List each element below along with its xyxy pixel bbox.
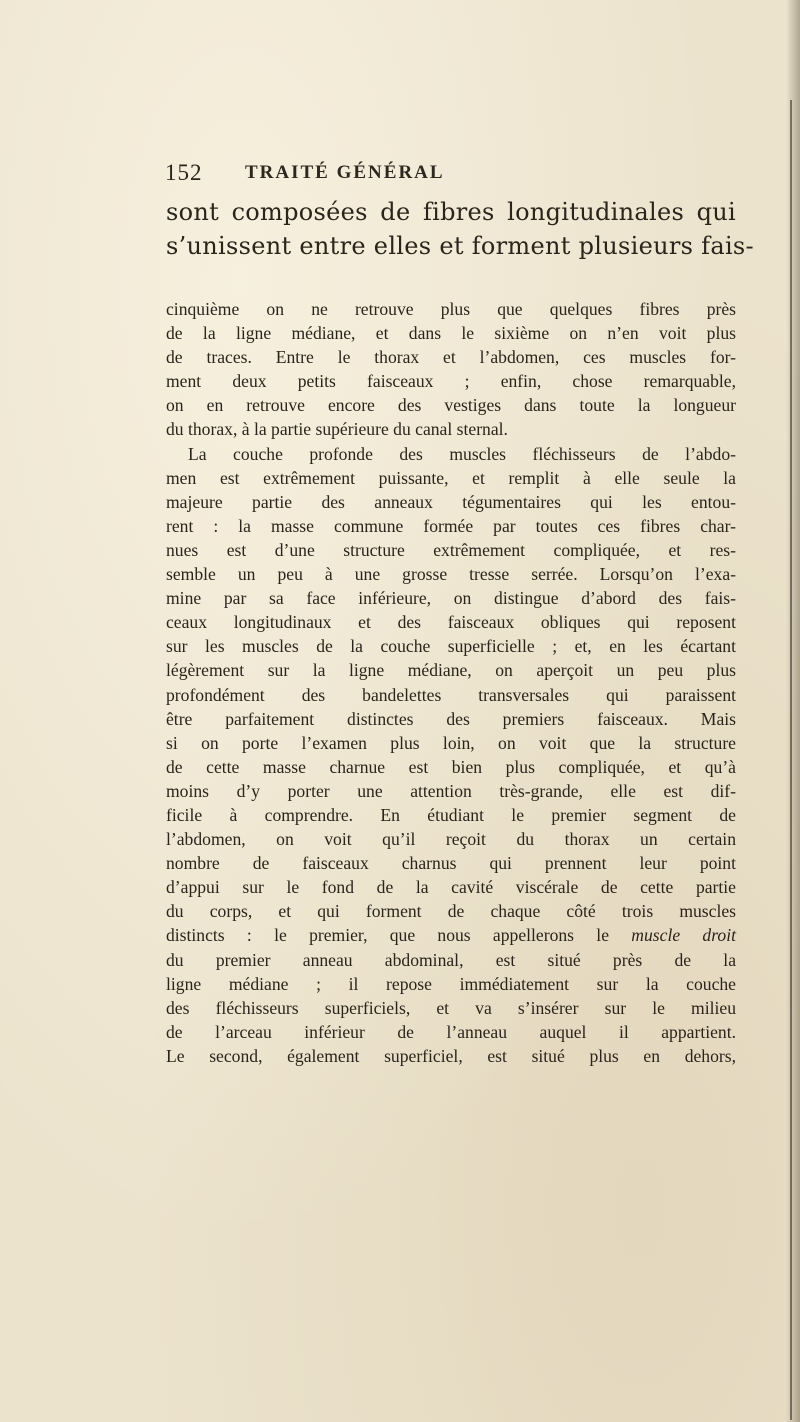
text-line: des fléchisseurs superficiels, et va s’insérer sur le milieu xyxy=(166,997,736,1018)
text-line: nombre de faisceaux charnus qui prennent leur point xyxy=(166,853,736,874)
text-line: s’unissent entre elles et forment plusieurs fais- xyxy=(166,232,754,260)
text-line: de cette masse charnue est bien plus compliquée, et qu’à xyxy=(166,756,736,777)
text-line: ligne médiane ; il repose immédiatement sur la couche xyxy=(166,973,736,994)
intro-paragraph-large xyxy=(166,195,754,263)
text-line: de l’arceau inférieur de l’anneau auquel il appartient. xyxy=(166,1021,736,1042)
text-line: Le second, également superficiel, est situé plus en dehors, xyxy=(166,1045,736,1066)
text-line: profondément des bandelettes transversales qui paraissent xyxy=(166,684,736,705)
running-title: TRAITÉ GÉNÉRAL xyxy=(245,162,445,183)
page-edge-line xyxy=(790,100,792,1420)
text-line: men est extrêmement puissante, et remplit à elle seule la xyxy=(166,467,736,488)
text-line: on en retrouve encore des vestiges dans toute la longueur xyxy=(166,395,736,416)
text-line: sont composées de fibres longitudinales qui xyxy=(166,198,736,226)
text-line: être parfaitement distinctes des premiers faisceaux. Mais xyxy=(166,708,736,729)
text-line: ficile à comprendre. En étudiant le premier segment de xyxy=(166,804,736,825)
text-line: sur les muscles de la couche superficielle ; et, en les écartant xyxy=(166,636,736,657)
page-edge-shadow xyxy=(786,0,800,1422)
text-line: de la ligne médiane, et dans le sixième on n’en voit plus xyxy=(166,323,736,344)
text-line: ceaux longitudinaux et des faisceaux obliques qui reposent xyxy=(166,612,736,633)
text-line-with-emphasis xyxy=(166,923,736,947)
text-line: du thorax, à la partie supérieure du canal sternal. xyxy=(166,419,508,440)
text-line: d’appui sur le fond de la cavité viscérale de cette partie xyxy=(166,877,736,898)
emphasized-term: muscle droit xyxy=(631,925,736,946)
text-line: du corps, et qui forment de chaque côté trois muscles xyxy=(166,901,736,922)
text-line: La couche profonde des muscles fléchisseurs de l’abdo- xyxy=(188,443,736,464)
body-text xyxy=(166,297,736,1068)
text-line: mine par sa face inférieure, on distingue d’abord des fais- xyxy=(166,588,736,609)
text-line: cinquième on ne retrouve plus que quelques fibres près xyxy=(166,299,736,319)
text-line: majeure partie des anneaux tégumentaires qui les entou- xyxy=(166,491,736,512)
text-line: si on porte l’examen plus loin, on voit que la structure xyxy=(166,732,736,753)
page-header xyxy=(165,160,725,190)
text-line: de traces. Entre le thorax et l’abdomen, ces muscles for- xyxy=(166,347,736,368)
text-line: légèrement sur la ligne médiane, on aperçoit un peu plus xyxy=(166,660,736,681)
text-line: l’abdomen, on voit qu’il reçoit du thorax un certain xyxy=(166,829,736,850)
text-line: du premier anneau abdominal, est situé près de la xyxy=(166,949,736,970)
page-number: 152 xyxy=(165,160,203,185)
text-line: nues est d’une structure extrêmement compliquée, et res- xyxy=(166,539,736,560)
text-line: semble un peu à une grosse tresse serrée. Lorsqu’on l’exa- xyxy=(166,564,736,585)
text-fragment: distincts : le premier, que nous appellerons le xyxy=(166,925,610,946)
text-line: ment deux petits faisceaux ; enfin, chose remarquable, xyxy=(166,371,736,392)
text-line: rent : la masse commune formée par toutes ces fibres char- xyxy=(166,515,736,536)
text-line: moins d’y porter une attention très-grande, elle est dif- xyxy=(166,780,736,801)
